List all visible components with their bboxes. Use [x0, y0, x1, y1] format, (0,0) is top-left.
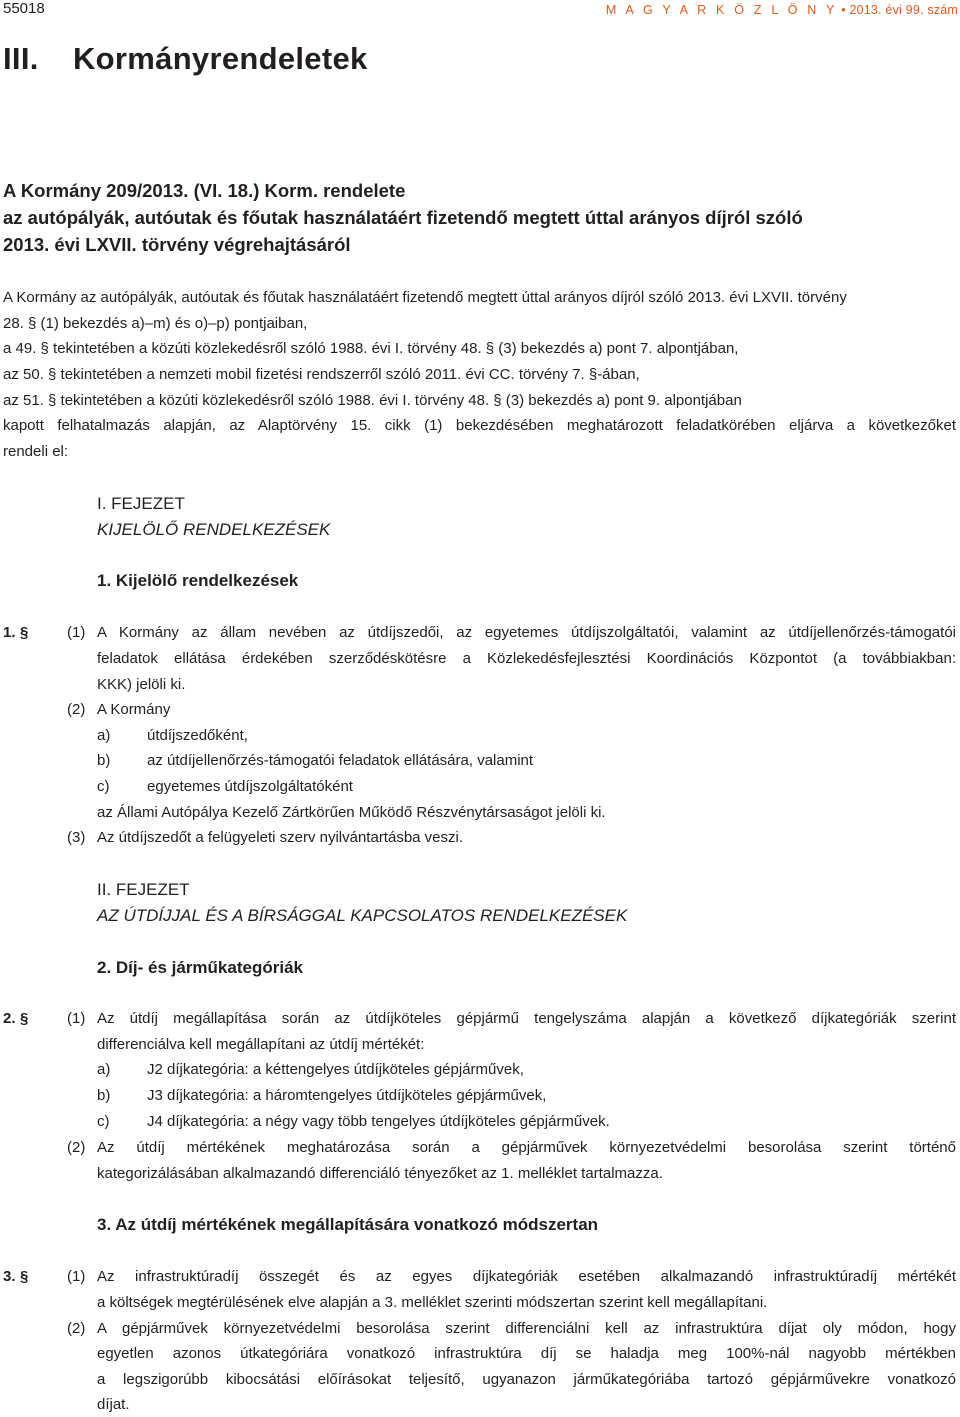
p1-item-c-letter: c)	[97, 778, 110, 795]
preamble-line-3: a 49. § tekintetében a közúti közlekedésről szóló 1988. évi I. törvény 48. § (3) bekezdés a) pont 7. alpontjában,	[3, 340, 739, 357]
decree-title-line-1: A Kormány 209/2013. (VI. 18.) Korm. rendelete	[3, 180, 406, 201]
p1-item-a-letter: a)	[97, 727, 111, 744]
p1-item-b-text: az útdíjellenőrzés-támogatói feladatok ellátására, valamint	[147, 752, 534, 769]
preamble-line-4: az 50. § tekintetében a nemzeti mobil fizetési rendszerről szóló 2011. évi CC. törvény 7. §-ában,	[3, 366, 640, 383]
p3-sub-2-line-3: a legszigorúbb kibocsátási előírásokat teljesítő, ugyanazon járműkategóriába tartozó gépjárművekre vonatkozó	[97, 1371, 956, 1388]
p1-sub-3-number: (3)	[67, 829, 86, 846]
chapter-1-number: I. FEJEZET	[97, 494, 185, 513]
p3-sub-2-line-2: egyetlen azonos útkategóriára vonatkozó infrastruktúra díj se haladja meg 100%-nál nagyobb mértékben	[97, 1345, 956, 1362]
chapter-2-title: AZ ÚTDÍJJAL ÉS A BÍRSÁGGAL KAPCSOLATOS RENDELKEZÉSEK	[97, 906, 628, 925]
part-name: Kormányrendeletek	[73, 41, 368, 76]
decree-title-line-2: az autópályák, autóutak és főutak használatáért fizetendő megtett úttal arányos díjról szóló	[3, 207, 803, 228]
p2-sub-2-number: (2)	[67, 1139, 86, 1156]
p1-sub-2-number: (2)	[67, 701, 86, 718]
separator-bullet: •	[841, 3, 846, 17]
p1-sub-2-close: az Állami Autópálya Kezelő Zártkörűen Működő Részvénytársaságot jelöli ki.	[97, 804, 606, 821]
p3-sub-1-line-2: a költségek megtérülésének elve alapján a 3. melléklet szerinti módszertan szerint kell megállapítani.	[97, 1294, 768, 1311]
chapter-1-title: KIJELÖLŐ RENDELKEZÉSEK	[97, 520, 331, 539]
paragraph-1-number: 1.	[3, 624, 16, 641]
paragraph-3-number: 3.	[3, 1268, 16, 1285]
p2-item-b-text: J3 díjkategória: a háromtengelyes útdíjköteles gépjárművek,	[147, 1087, 547, 1104]
p3-sub-2-number: (2)	[67, 1320, 86, 1337]
p1-sub-3-text: Az útdíjszedőt a felügyeleti szerv nyilvántartásba veszi.	[97, 829, 464, 846]
p1-item-b-letter: b)	[97, 752, 111, 769]
decree-title-line-3: 2013. évi LXVII. törvény végrehajtásáról	[3, 234, 351, 255]
p2-item-a-letter: a)	[97, 1061, 111, 1078]
running-header	[606, 3, 958, 17]
p2-sub-2-line-1: Az útdíj mértékének meghatározása során a gépjárművek környezetvédelmi besorolása szerint történő	[97, 1139, 956, 1156]
p2-item-a-text: J2 díjkategória: a kéttengelyes útdíjköteles gépjárművek,	[147, 1061, 524, 1078]
preamble-line-1: A Kormány az autópályák, autóutak és főutak használatáért fizetendő megtett úttal arányos díjról szóló 2013. évi LXVII. törvény	[3, 289, 847, 306]
paragraph-2-sign: §	[20, 1010, 29, 1027]
p3-sub-2-line-1: A gépjárművek környezetvédelmi besorolása szerint differenciálni kell az infrastruktúra díjat oly módon, hogy	[97, 1320, 956, 1337]
paragraph-3-sign: §	[20, 1268, 29, 1285]
p3-sub-1-number: (1)	[67, 1268, 86, 1285]
p2-sub-1-number: (1)	[67, 1010, 86, 1027]
preamble-line-6: kapott felhatalmazás alapján, az Alaptörvény 15. cikk (1) bekezdésében meghatározott feladatkörében eljárva a következőket	[3, 417, 956, 434]
p2-item-b-letter: b)	[97, 1087, 111, 1104]
p3-sub-2-line-4: díjat.	[97, 1396, 130, 1413]
p1-sub-1-line-2: feladatok ellátása érdekében szerződéskötésre a Közlekedésfejlesztési Koordinációs Központot (a továbbiakban:	[97, 650, 956, 667]
p1-sub-1-line-1: A Kormány az állam nevében az útdíjszedői, az egyetemes útdíjszolgáltatói, valamint az útdíjellenőrzés-támogatói	[97, 624, 956, 641]
preamble-line-7: rendeli el:	[3, 443, 69, 460]
p2-sub-1-line-2: differenciálva kell megállapítani az útdíj mértékét:	[97, 1036, 425, 1053]
issue-number: 2013. évi 99. szám	[849, 3, 958, 17]
preamble-line-5: az 51. § tekintetében a közúti közlekedésről szóló 1988. évi I. törvény 48. § (3) bekezdés a) pont 9. alpontjában	[3, 392, 742, 409]
p1-sub-1-number: (1)	[67, 624, 86, 641]
page-number: 55018	[3, 0, 45, 17]
paragraph-2-number: 2.	[3, 1010, 16, 1027]
section-2-title: 2. Díj- és járműkategóriák	[97, 958, 303, 977]
section-3-title: 3. Az útdíj mértékének megállapítására vonatkozó módszertan	[97, 1215, 599, 1234]
preamble-line-2: 28. § (1) bekezdés a)–m) és o)–p) pontjaiban,	[3, 315, 308, 332]
p2-item-c-text: J4 díjkategória: a négy vagy több tengelyes útdíjköteles gépjárművek.	[147, 1113, 610, 1130]
p2-item-c-letter: c)	[97, 1113, 110, 1130]
section-1-title: 1. Kijelölő rendelkezések	[97, 571, 299, 590]
p1-sub-2-intro: A Kormány	[97, 701, 171, 718]
p2-sub-1-line-1: Az útdíj megállapítása során az útdíjköteles gépjármű tengelyszáma alapján a következő díjkategóriák szerint	[97, 1010, 956, 1027]
chapter-2-number: II. FEJEZET	[97, 880, 190, 899]
p1-item-c-text: egyetemes útdíjszolgáltatóként	[147, 778, 353, 795]
paragraph-1-sign: §	[20, 624, 29, 641]
p2-sub-2-line-2: kategorizálásában alkalmazandó differenciáló tényezőket az 1. melléklet tartalmazza.	[97, 1165, 663, 1182]
p1-item-a-text: útdíjszedőként,	[147, 727, 248, 744]
p3-sub-1-line-1: Az infrastruktúradíj összegét és az egyes díjkategóriák esetében alkalmazandó infrastruktúradíj mértékét	[97, 1268, 956, 1285]
p1-sub-1-line-3: KKK) jelöli ki.	[97, 676, 186, 693]
part-title	[3, 41, 368, 77]
journal-name: M A G Y A R K Ö Z L Ö N Y	[605, 3, 838, 17]
part-number: III.	[3, 41, 39, 76]
